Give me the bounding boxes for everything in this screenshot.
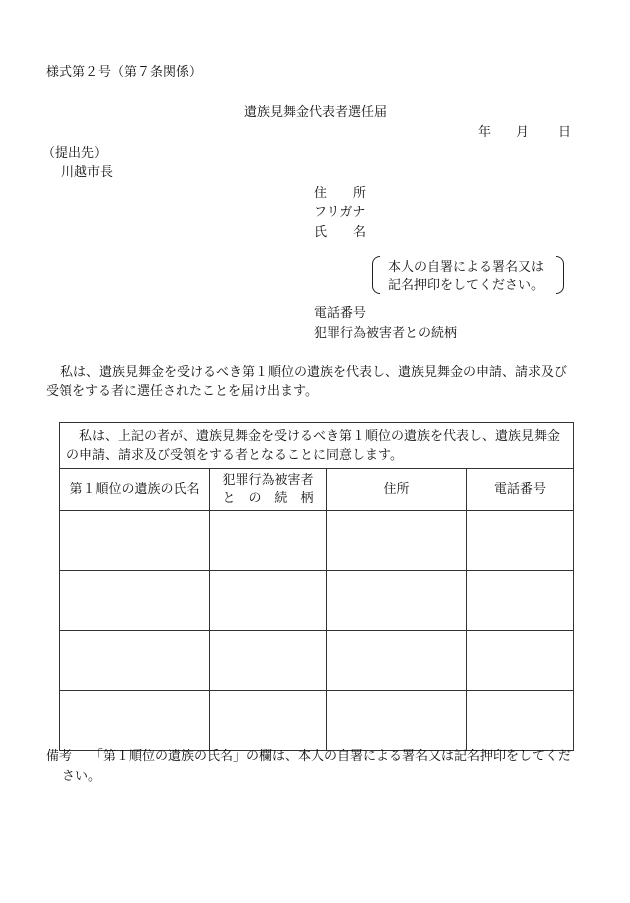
cell-address[interactable] [327,571,467,631]
phone-label: 電話番号 [314,306,367,321]
declaration-line1: 私は、遺族見舞金を受けるべき第１順位の遺族を代表し、遺族見舞金の申請、請求及び [60,365,568,380]
table-row [60,691,574,751]
column-header-relation-line1: 犯罪行為被害者 [222,472,314,488]
cell-name[interactable] [60,691,210,751]
right-bracket [556,256,564,294]
cell-relation[interactable] [210,511,327,571]
declaration-line2: 受領をする者に選任されたことを届け出ます。 [46,384,318,399]
cell-address[interactable] [327,691,467,751]
address-label: 住 所 [314,186,367,201]
cell-name[interactable] [60,631,210,691]
remarks-line2: さい。 [62,769,102,784]
remarks-line1: 「第１順位の遺族の氏名」の欄は、本人の自署による署名又は記名押印をしてくだ [90,749,572,764]
cell-address[interactable] [327,631,467,691]
date-month-label: 月 [516,125,530,140]
form-number: 様式第２号（第７条関係） [46,65,203,80]
table-row [60,631,574,691]
signature-note-line1: 本人の自署による署名又は [388,260,545,275]
column-header-name: 第１順位の遺族の氏名 [60,469,210,511]
table-row [60,571,574,631]
date-year-label: 年 [478,125,492,140]
consent-table-header [60,469,574,511]
cell-name[interactable] [60,511,210,571]
form-title: 遺族見舞金代表者選任届 [244,105,388,120]
cell-relation[interactable] [210,631,327,691]
relation-label: 犯罪行為被害者との続柄 [314,326,458,341]
cell-phone[interactable] [467,691,574,751]
consent-table [59,422,574,751]
left-bracket [372,256,380,294]
recipient-label: （提出先） [42,146,108,161]
consent-statement-line1: 私は、上記の者が、遺族見舞金を受けるべき第１順位の遺族を代表し、遺族見舞金 [79,429,561,444]
cell-phone[interactable] [467,631,574,691]
remarks-label: 備考 [46,749,73,764]
table-row [60,511,574,571]
recipient-name: 川越市長 [61,165,114,180]
cell-phone[interactable] [467,571,574,631]
signature-note-line2: 記名押印をしてください。 [388,278,545,293]
column-header-address: 住所 [327,469,467,511]
date-day-label: 日 [558,125,572,140]
column-header-phone: 電話番号 [467,469,574,511]
cell-phone[interactable] [467,511,574,571]
cell-relation[interactable] [210,571,327,631]
cell-name[interactable] [60,571,210,631]
column-header-relation [210,469,327,511]
furigana-label: フリガナ [314,205,366,220]
cell-address[interactable] [327,511,467,571]
column-header-relation-line2: と の 続 柄 [222,490,314,506]
consent-statement-line2: の申請、請求及び受領をする者となることに同意します。 [66,448,403,463]
cell-relation[interactable] [210,691,327,751]
consent-statement [60,423,574,469]
name-label: 氏 名 [314,225,367,240]
